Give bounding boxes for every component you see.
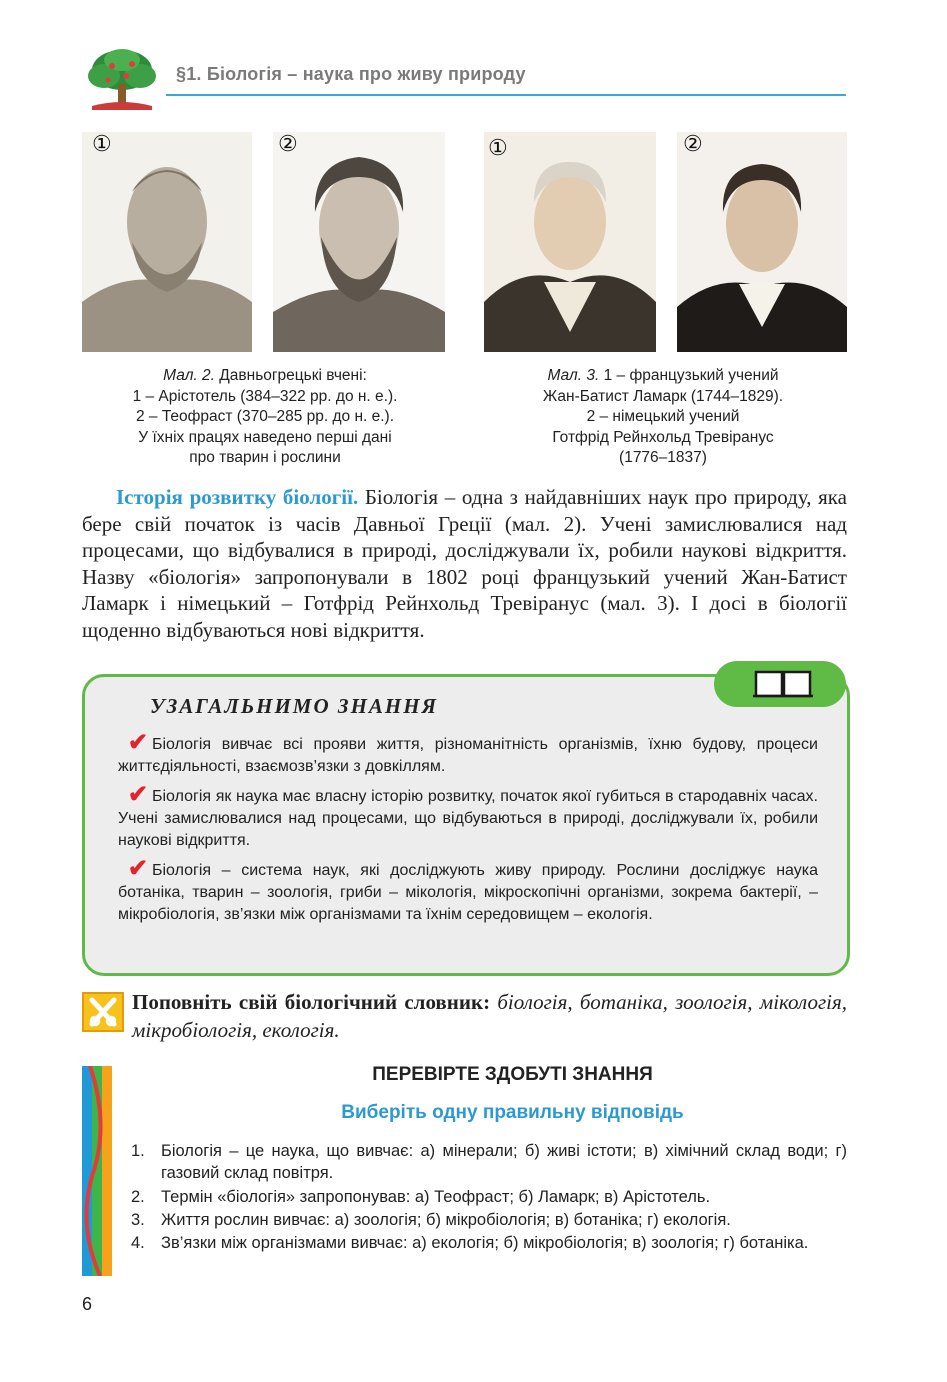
header-divider [166,94,846,96]
figure3-label-1: ① [488,136,508,161]
figure3-caption-line: 2 – німецький учений [586,408,740,425]
decorative-stripe [82,1066,112,1276]
checkmark-icon: ✔ [127,781,148,808]
summary-item [118,729,818,778]
quiz-question [131,1209,847,1231]
question-number: 3. [131,1211,145,1229]
history-text: Біологія – одна з найдавніших наук про природу, яка бере свій початок із часів Давньої Греції (мал. 2). Учені замислювалися над процесами, що відбувалися в природі, досліджували їх, робили наукові відкриття. Назву «біологія» запропонували в 1802 році французький учений Жан-Батист Ламарк і німецький – Готфрід Рейнхольд Тревіранус (мал. 3). І досі в біології щоденно відбуваються нові відкриття. [82,485,847,642]
question-text: Зв’язки між організмами вивчає: а) екологія; б) мікробіологія; в) зоологія; г) ботаніка. [161,1234,809,1252]
figure3-caption-line: 1 – французький учений [603,367,779,384]
figure3-caption [488,366,838,469]
summary-item [118,855,818,926]
quiz-question [131,1140,847,1184]
figure2-label-1: ① [92,132,112,157]
figure2-caption-line: про тварин і рослини [189,449,341,466]
portrait-theophrastus [273,132,445,352]
summary-item-text: Біологія як наука має власну історію розвитку, початок якої губиться в стародавніх часах. Учені замислювалися над процесами, що відбуваються в природі, досліджували їх, робили наукові відкриття. [118,788,818,849]
question-text: Біологія – це наука, що вивчає: а) мінерали; б) живі істоти; в) хімічний склад води; г) газовий склад повітря. [161,1142,847,1182]
history-paragraph [82,484,847,643]
dictionary-task [132,988,847,1044]
figure3-caption-line: Жан-Батист Ламарк (1744–1829). [542,387,784,405]
summary-item-text: Біологія – система наук, які досліджують живу природу. Рослини досліджує наука ботаніка, тварин – зоологія, гриби – мікологія, мікроскопічні організми, зокрема бактерії, – мікробіологія, зв’язки між організмами та їхнім середовищем – екологія. [118,862,818,923]
figure2-caption-line: 2 – Теофраст (370–285 рр. до н. е.). [135,408,395,425]
figure2-caption [90,366,440,469]
quiz-question [131,1232,847,1254]
portrait-aristotle [82,132,252,352]
open-book-icon [750,666,816,702]
figure2-label-2: ② [278,132,298,157]
summary-item-text: Біологія вивчає всі прояви життя, різноманітність організмів, їхню будову, процеси життєдіяльності, взаємозв’язки з довкіллям. [118,736,818,775]
figure2-caption-line: 1 – Арістотель (384–322 рр. до н. е.). [132,387,398,405]
quiz-question [131,1186,847,1208]
summary-item [118,781,818,852]
question-text: Життя рослин вивчає: а) зоологія; б) мікробіологія; в) ботаніка; г) екологія. [161,1211,731,1229]
portrait-lamarck [484,132,656,352]
figure3-caption-line: (1776–1837) [619,449,707,466]
figure2-caption-line: Давньогрецькі вчені: [219,367,367,384]
question-number: 4. [131,1234,145,1252]
dictionary-terms: біологія, ботаніка, зоологія, мікологія, мікробіологія, екологія. [132,990,847,1042]
figure2-caption-line: У їхніх працях наведено перші дані [138,428,392,446]
question-text: Термін «біологія» запропонував: а) Теофраст; б) Ламарк; в) Арістотель. [161,1188,711,1206]
summary-title: УЗАГАЛЬНИМО ЗНАННЯ [150,694,439,718]
figure2-caption-fig: Мал. 2. [163,367,215,384]
section-tree-icon [82,46,162,112]
figure3-label-2: ② [683,132,703,157]
figure3-caption-fig: Мал. 3. [547,367,600,384]
history-heading: Історія розвитку біології. [116,485,359,509]
quiz-subtitle: Виберіть одну правильну відповідь [341,1102,684,1123]
dictionary-icon [82,992,124,1032]
question-number: 1. [131,1142,145,1160]
dictionary-lead: Поповніть свій біологічний словник: [132,990,491,1014]
page-number: 6 [82,1294,93,1314]
portrait-treviranus [677,132,847,352]
checkmark-icon: ✔ [127,729,148,756]
figure3-caption-line: Готфрід Рейнхольд Тревіранус [552,428,774,446]
checkmark-icon: ✔ [127,855,148,882]
section-title: §1. Біологія – наука про живу природу [176,64,526,84]
question-number: 2. [131,1188,145,1206]
quiz-title: ПЕРЕВІРТЕ ЗДОБУТІ ЗНАННЯ [372,1064,653,1085]
